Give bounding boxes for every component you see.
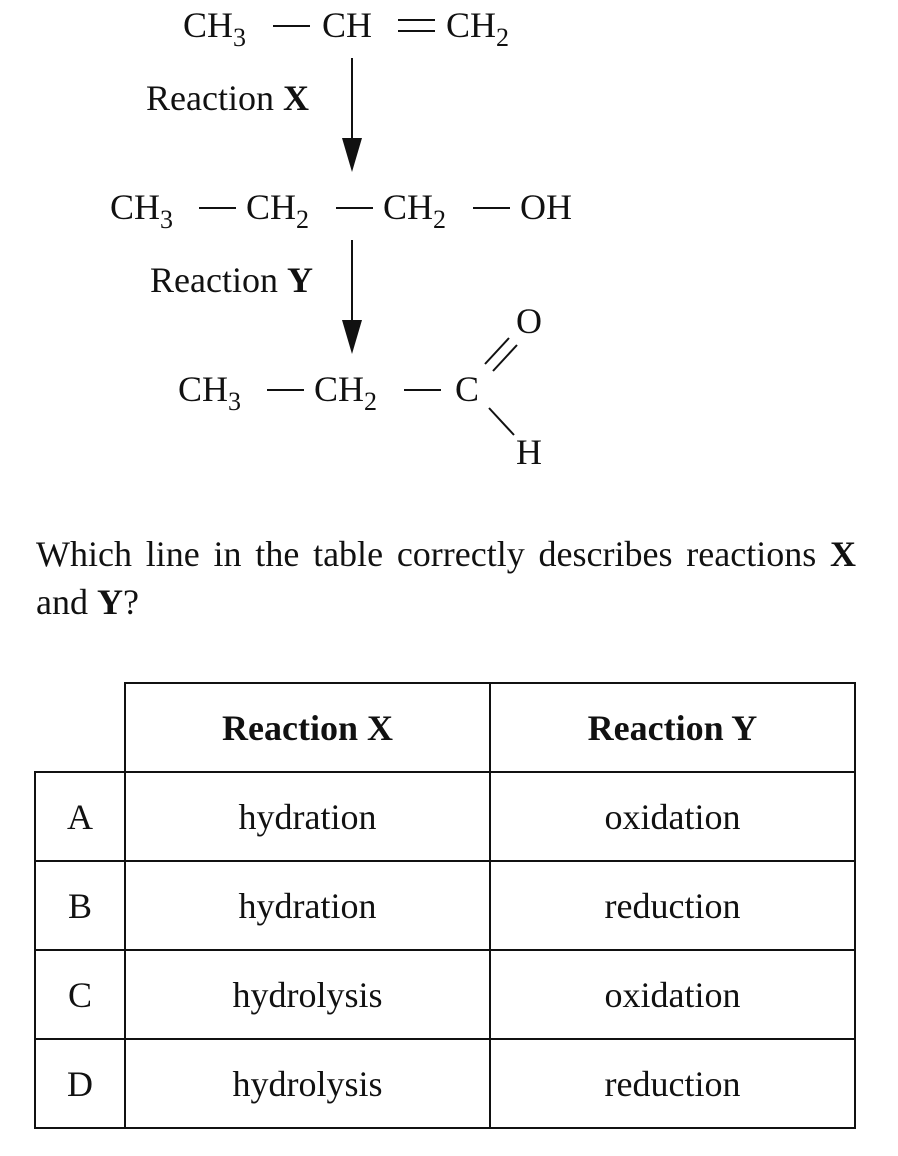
propanol-ch2a: $CH_2$	[246, 187, 310, 234]
header-reaction-y: Reaction Y	[490, 683, 855, 772]
propene-ch3: $CH_3$	[183, 5, 247, 52]
option-letter: A	[35, 772, 125, 861]
propanal-ch2: $CH_2$	[314, 369, 378, 416]
header-reaction-x: Reaction X	[125, 683, 490, 772]
propanol-oh: OH	[520, 187, 572, 227]
table-row[interactable]	[35, 861, 855, 950]
table-row[interactable]	[35, 950, 855, 1039]
propene-ch2: $CH_2$	[446, 5, 510, 52]
reaction-y-cell: reduction	[490, 1039, 855, 1128]
propanol-formula	[110, 187, 572, 234]
table-corner	[35, 683, 125, 772]
propene-ch: CH	[322, 5, 373, 45]
propanal-ch3: $CH_3$	[178, 369, 242, 416]
propanol-ch2b: $CH_2$	[383, 187, 447, 234]
reaction-y-cell: oxidation	[490, 772, 855, 861]
table-row[interactable]	[35, 772, 855, 861]
reaction-x-cell: hydration	[125, 772, 490, 861]
propanol-ch3: $CH_3$	[110, 187, 174, 234]
question-reaction-x: X	[830, 534, 856, 574]
propanal-hydrogen: H	[516, 432, 542, 472]
option-letter: B	[35, 861, 125, 950]
carbonyl-double-bond-a	[485, 338, 509, 364]
propanal-carbon: C	[455, 369, 480, 409]
reaction-y-cell: oxidation	[490, 950, 855, 1039]
reaction-y-arrow	[150, 240, 362, 354]
carbonyl-double-bond-b	[493, 345, 517, 371]
reaction-x-cell: hydration	[125, 861, 490, 950]
option-letter: D	[35, 1039, 125, 1128]
reaction-x-label: Reaction X	[146, 78, 309, 118]
reaction-x-cell: hydrolysis	[125, 1039, 490, 1128]
table-row[interactable]	[35, 1039, 855, 1128]
aldehyde-h-bond	[489, 408, 514, 435]
option-letter: C	[35, 950, 125, 1039]
answer-table	[34, 682, 856, 1129]
reaction-x-arrow	[146, 58, 362, 172]
reaction-scheme	[0, 0, 898, 500]
table-header-row	[35, 683, 855, 772]
reaction-y-cell: reduction	[490, 861, 855, 950]
reaction-x-cell: hydrolysis	[125, 950, 490, 1039]
question-text: Which line in the table correctly describes reactions X and Y?	[36, 534, 856, 622]
reaction-y-label: Reaction Y	[150, 260, 313, 300]
question-reaction-y: Y	[96, 582, 123, 622]
propene-formula	[183, 5, 509, 52]
propanal-oxygen: O	[516, 301, 542, 341]
